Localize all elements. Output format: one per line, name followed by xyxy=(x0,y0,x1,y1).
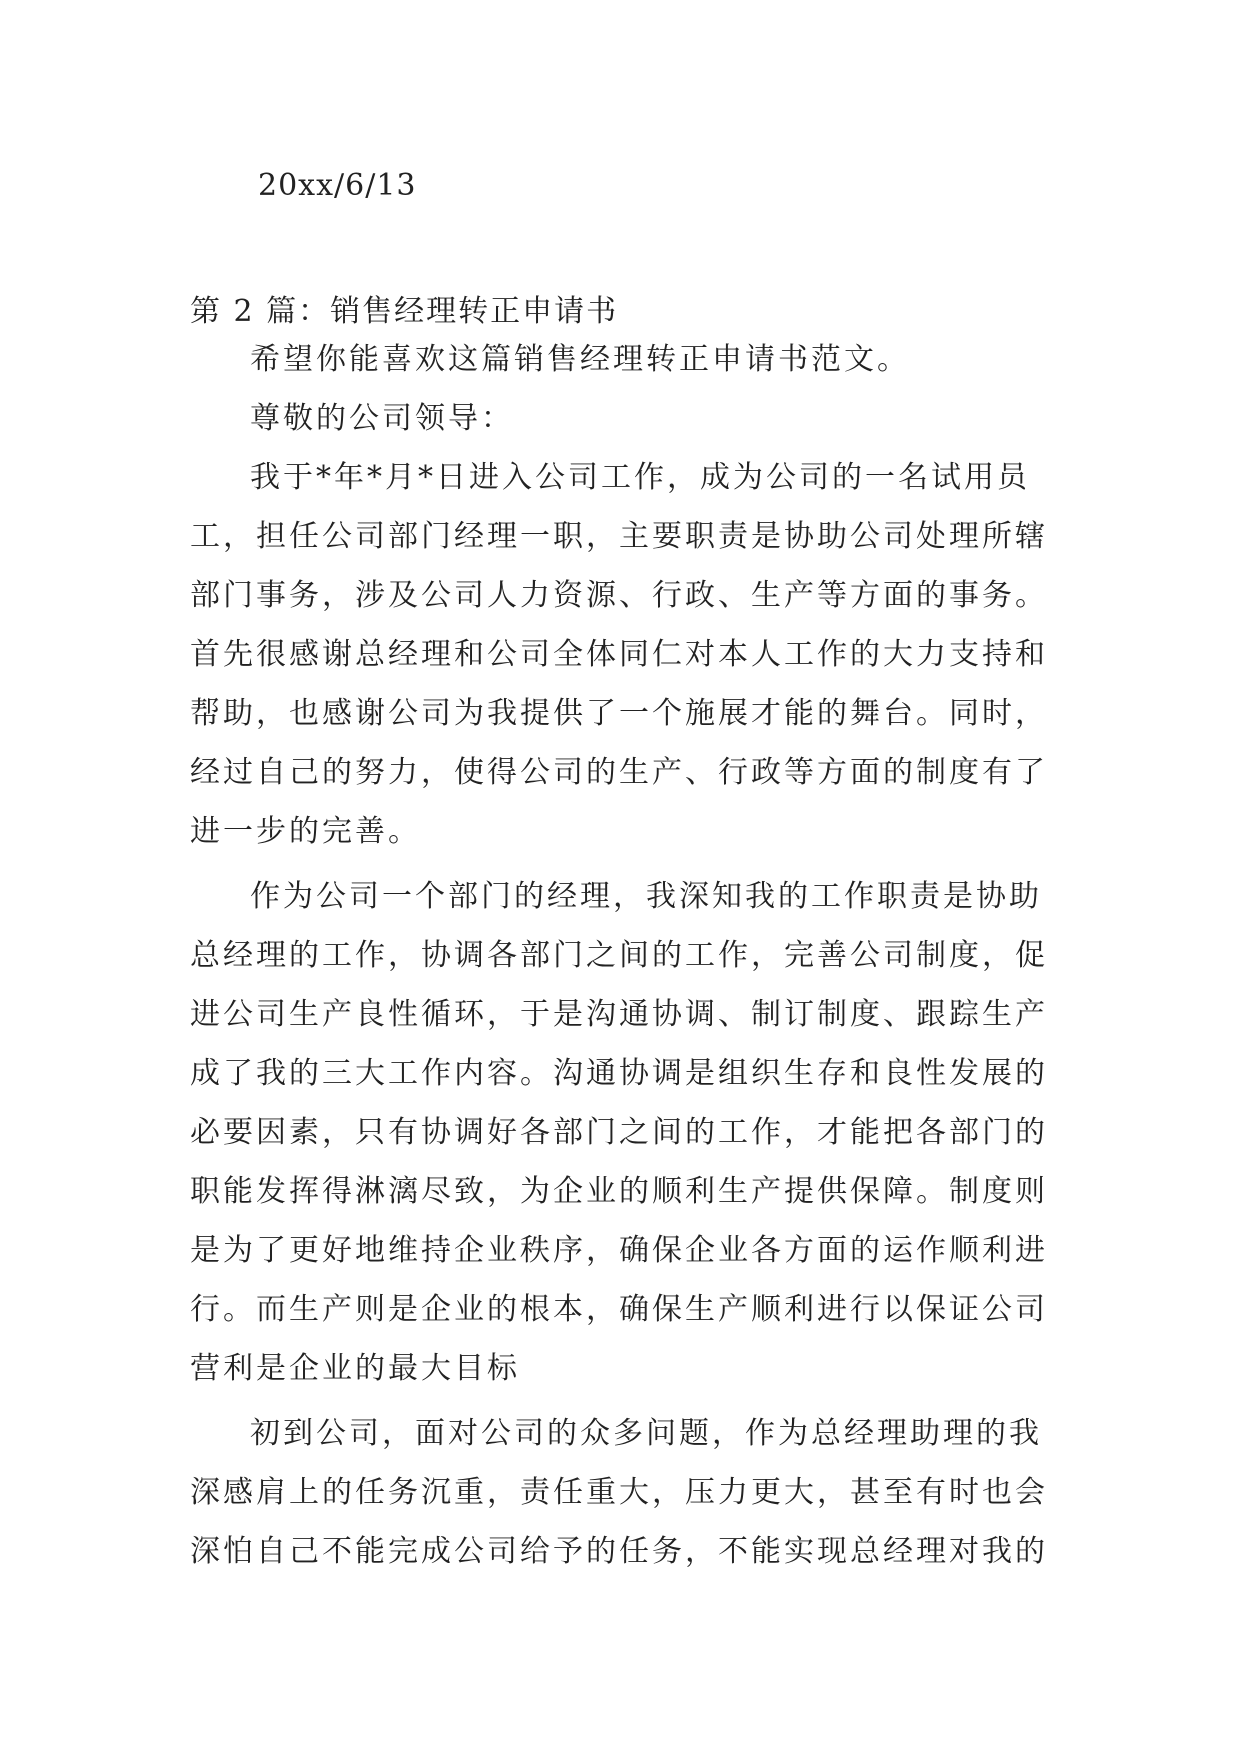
body-paragraph: 初到公司，面对公司的众多问题，作为总经理助理的我深感肩上的任务沉重，责任重大，压力更大，甚至有时也会深怕自己不能完成公司给予的任务，不能实现总经理对我的 xyxy=(190,1416,1048,1569)
document-date: 20xx/6/13 xyxy=(258,168,417,203)
salutation: 尊敬的公司领导： xyxy=(250,401,514,436)
intro-paragraph: 希望你能喜欢这篇销售经理转正申请书范文。 xyxy=(250,342,910,377)
body-paragraph: 我于*年*月*日进入公司工作，成为公司的一名试用员工，担任公司部门经理一职，主要职责是协助公司处理所辖部门事务，涉及公司人力资源、行政、生产等方面的事务。首先很感谢总经理和公司全体同仁对本人工作的大力支持和帮助，也感谢公司为我提供了一个施展才能的舞台。同时，经过自己的努力，使得公司的生产、行政等方面的制度有了进一步的完善。 xyxy=(190,460,1048,849)
body-paragraph: 作为公司一个部门的经理，我深知我的工作职责是协助总经理的工作，协调各部门之间的工作，完善公司制度，促进公司生产良性循环，于是沟通协调、制订制度、跟踪生产成了我的三大工作内容。沟通协调是组织生存和良性发展的必要因素，只有协调好各部门之间的工作，才能把各部门的职能发挥得淋漓尽致，为企业的顺利生产提供保障。制度则是为了更好地维持企业秩序，确保企业各方面的运作顺利进行。而生产则是企业的根本，确保生产顺利进行以保证公司营利是企业的最大目标 xyxy=(190,879,1048,1386)
section-heading: 第 2 篇：销售经理转正申请书 xyxy=(190,294,619,329)
document-body xyxy=(190,330,1070,1581)
